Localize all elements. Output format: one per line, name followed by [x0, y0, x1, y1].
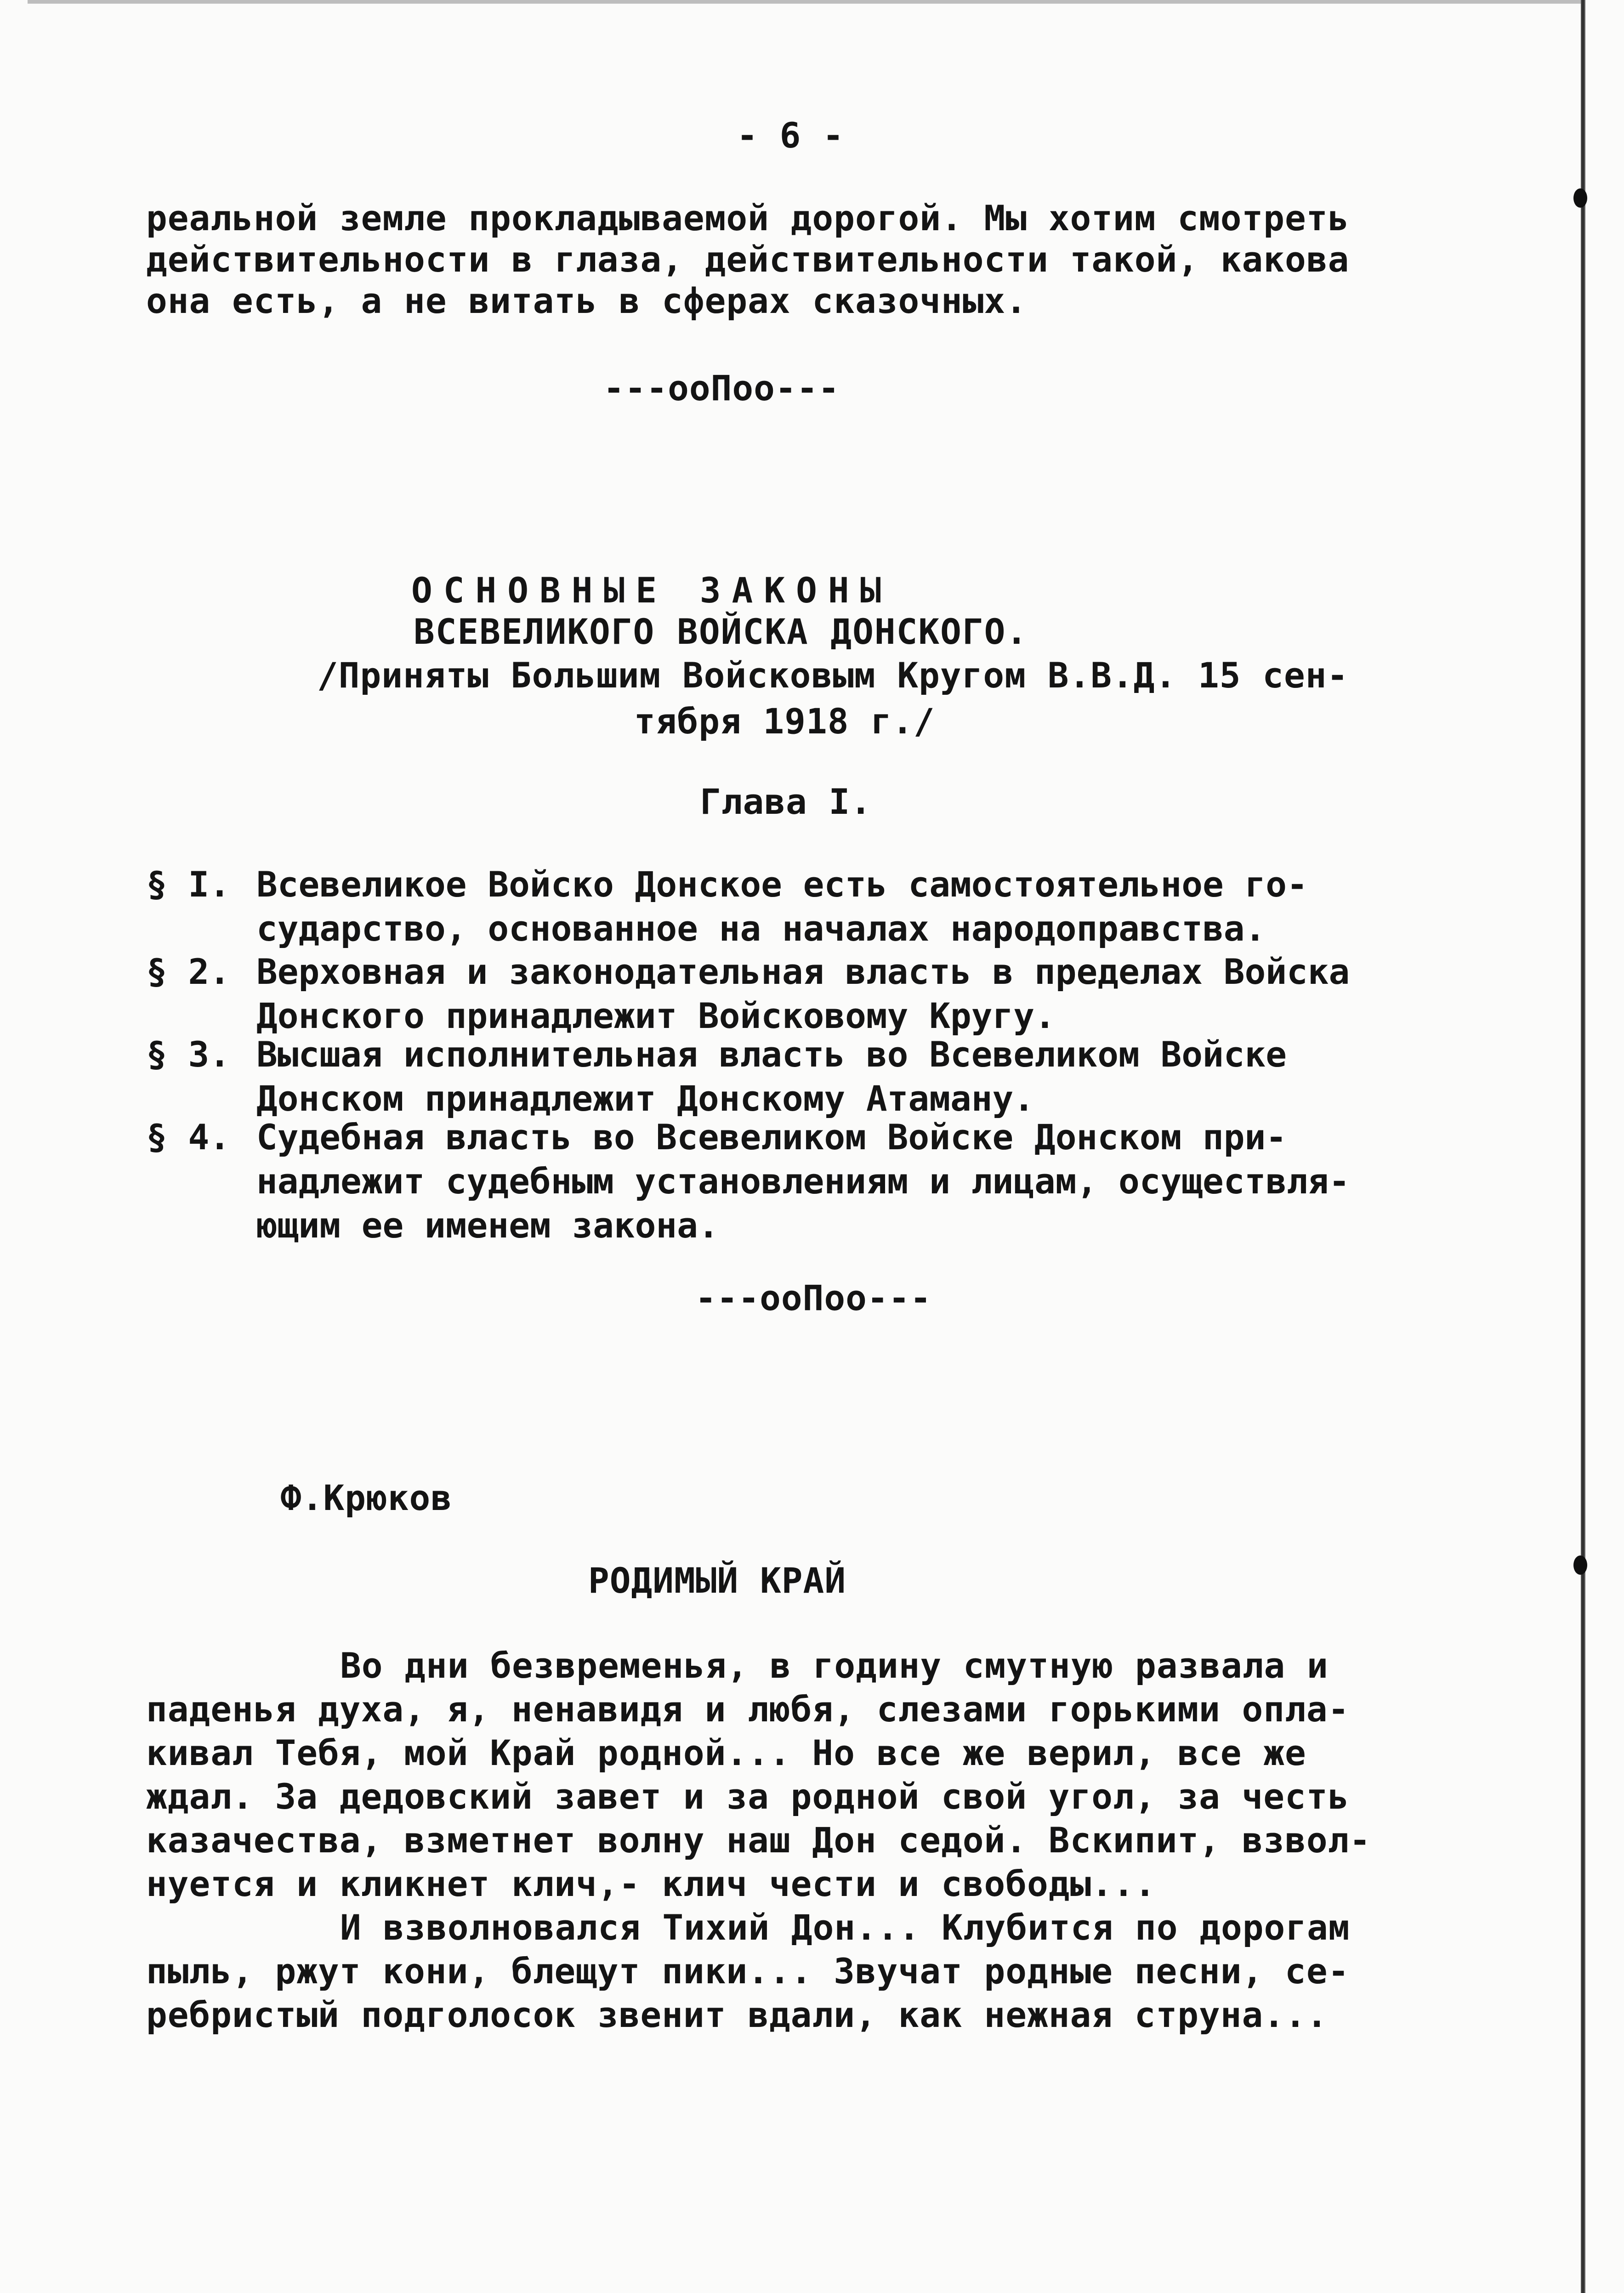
- article-number: § I.: [146, 864, 231, 905]
- article-text: ющим ее именем закона.: [256, 1205, 719, 1246]
- article-line: кивал Тебя, мой Край родной... Но все же верил, все же: [146, 1732, 1306, 1773]
- article-line: Во дни безвременья, в годину смутную развала и: [340, 1645, 1329, 1686]
- article-number: § 2.: [146, 951, 231, 992]
- chapter-heading: Глава I.: [699, 781, 872, 822]
- article-line: нуется и кликнет клич,- клич чести и свободы...: [146, 1863, 1156, 1904]
- article-line: ребристый подголосок звенит вдали, как нежная струна...: [146, 1994, 1328, 2035]
- laws-adopted-line: тября 1918 г./: [634, 701, 935, 742]
- article-text: Донском принадлежит Донскому Атаману.: [256, 1078, 1034, 1119]
- page-number: - 6 -: [737, 115, 844, 156]
- separator: ---ооПоо---: [695, 1277, 932, 1318]
- article-line: пыль, ржут кони, блещут пики... Звучат родные песни, се-: [146, 1951, 1350, 1992]
- author-name: Ф.Крюков: [280, 1477, 453, 1518]
- intro-line: реальной земле прокладываемой дорогой. Мы хотим смотреть: [146, 198, 1350, 238]
- scan-right-edge: [1581, 0, 1585, 2293]
- intro-line: действительности в глаза, действительности такой, какова: [146, 239, 1350, 280]
- article-text: надлежит судебным установлениям и лицам, осуществля-: [256, 1161, 1350, 1202]
- scan-edge-mark: [1573, 1555, 1587, 1575]
- law-article: [146, 951, 1479, 1039]
- article-line: казачества, взметнет волну наш Дон седой. Вскипит, взвол-: [146, 1820, 1371, 1861]
- laws-title: ОСНОВНЫЕ ЗАКОНЫ: [411, 570, 892, 611]
- article-text: Судебная власть во Всевеликом Войске Донском при-: [256, 1117, 1287, 1158]
- law-article: [146, 1117, 1479, 1249]
- article-text: сударство, основанное на началах народоправства.: [256, 908, 1266, 949]
- law-article: [146, 1034, 1479, 1122]
- law-article: [146, 864, 1479, 952]
- scan-edge-mark: [1573, 188, 1587, 208]
- article-text: Верховная и законодательная власть в пределах Войска: [256, 951, 1350, 992]
- article-text: Донского принадлежит Войсковому Кругу.: [256, 995, 1056, 1036]
- article-text: Высшая исполнительная власть во Всевеликом Войске: [256, 1034, 1287, 1075]
- intro-line: она есть, а не витать в сферах сказочных.: [146, 280, 1027, 321]
- laws-subtitle: ВСЕВЕЛИКОГО ВОЙСКА ДОНСКОГО.: [414, 611, 1028, 652]
- article-line: И взволновался Тихий Дон... Клубится по дорогам: [340, 1907, 1350, 1948]
- article-line: ждал. За дедовский завет и за родной свой угол, за честь: [146, 1776, 1350, 1817]
- article-title: РОДИМЫЙ КРАЙ: [588, 1560, 846, 1601]
- article-text: Всевеликое Войско Донское есть самостоятельное го-: [256, 864, 1308, 905]
- article-line: паденья духа, я, ненавидя и любя, слезами горькими опла-: [146, 1689, 1350, 1730]
- scan-top-edge: [28, 0, 1581, 4]
- article-number: § 4.: [146, 1117, 231, 1158]
- article-number: § 3.: [146, 1034, 231, 1075]
- laws-adopted-line: /Приняты Большим Войсковым Кругом В.В.Д. 15 сен-: [317, 655, 1349, 696]
- separator: ---ооПоо---: [603, 368, 840, 409]
